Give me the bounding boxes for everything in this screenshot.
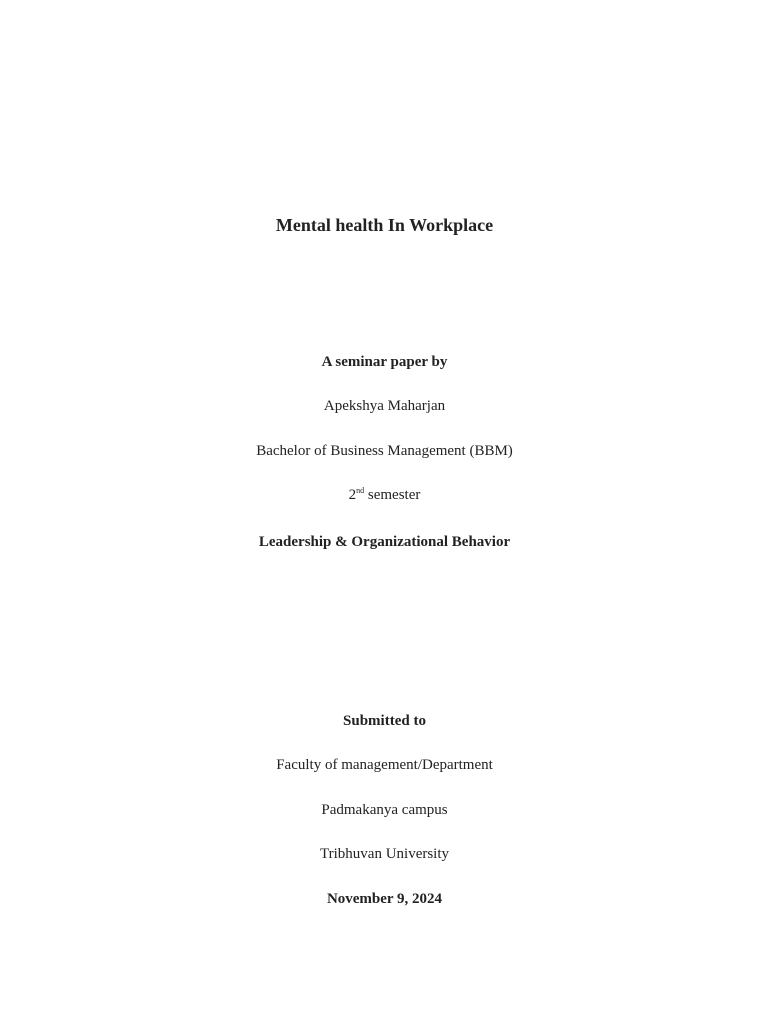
course-name: Leadership & Organizational Behavior [258,534,511,550]
document-title: Mental health In Workplace [275,215,494,235]
author-name: Apekshya Maharjan [323,398,446,414]
campus-name: Padmakanya campus [321,802,448,818]
submission-date: November 9, 2024 [326,891,443,907]
faculty-name: Faculty of management/Department [276,757,493,773]
semester-label: semester [364,487,421,503]
by-line: A seminar paper by [321,354,448,370]
university-name: Tribhuvan University [319,846,450,862]
semester-number: 2 [348,487,357,503]
submitted-to-heading: Submitted to [343,713,426,729]
program-name: Bachelor of Business Management (BBM) [256,443,513,459]
semester-ordinal-suffix: nd [356,486,365,495]
semester-line [0,485,768,505]
